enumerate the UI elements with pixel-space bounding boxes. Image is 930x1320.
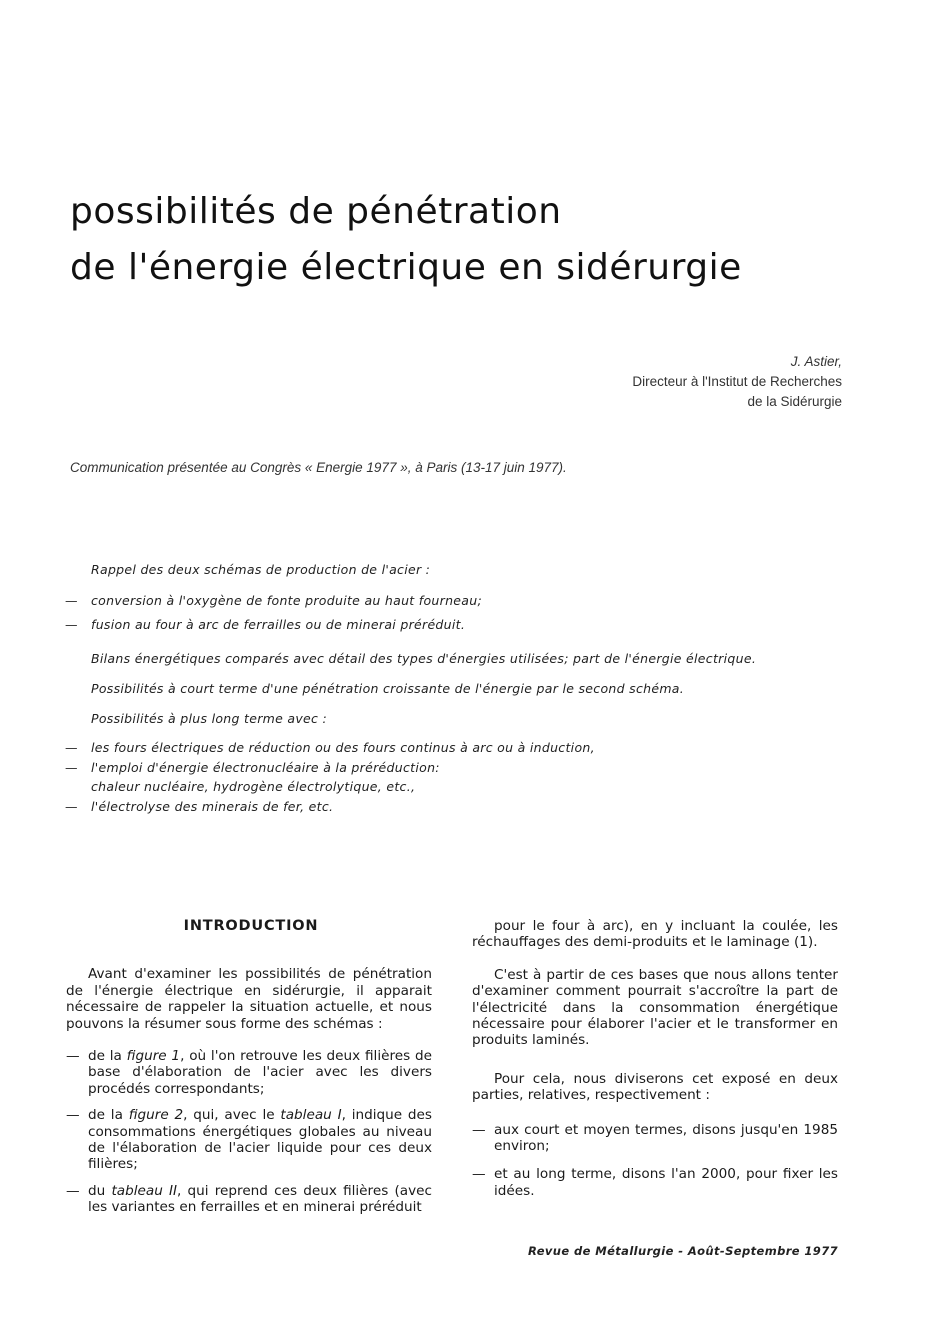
list-item — [66, 1183, 432, 1216]
author-affiliation-1: Directeur à l'Institut de Recherches — [632, 374, 842, 389]
table-reference: tableau I — [280, 1107, 342, 1124]
title-line-2: de l'énergie électrique en sidérurgie — [70, 247, 742, 288]
paragraph: Pour cela, nous diviserons cet exposé en deux parties, relatives, respectivement : — [472, 1070, 838, 1104]
abstract-item: — l'emploi d'énergie électronucléaire à la préréduction: — [91, 760, 440, 775]
abstract-item: — l'électrolyse des minerais de fer, etc. — [91, 799, 333, 814]
list-item-text: et au long terme, disons l'an 2000, pour fixer les idées. — [494, 1166, 838, 1199]
dash-mark: — — [66, 1107, 80, 1124]
paragraph: C'est à partir de ces bases que nous allons tenter d'examiner comment pourrait s'accroître la part de l'électricité dans la consommation énergétique nécessaire pour élaborer l'acier et le transformer en produits laminés. — [472, 966, 838, 1049]
author-name: J. Astier, — [790, 354, 842, 369]
dash-mark: — — [66, 1182, 80, 1199]
right-column — [472, 918, 838, 1199]
list-item-text: aux court et moyen termes, disons jusqu'en 1985 environ; — [494, 1121, 838, 1155]
list-item-text: , où l'on retrouve les deux filières de base d'élaboration de l'acier avec les divers procédés correspondants; — [88, 1048, 432, 1097]
figure-reference: figure 1 — [126, 1048, 181, 1065]
continuation-paragraph: pour le four à arc), en y incluant la coulée, les réchauffages des demi-produits et le laminage (1). — [472, 918, 838, 951]
abstract-court-terme: Possibilités à court terme d'une pénétration croissante de l'énergie par le second schéma. — [91, 681, 685, 696]
abstract-item: — fusion au four à arc de ferrailles ou de minerai préréduit. — [91, 617, 465, 632]
section-heading: INTRODUCTION — [183, 918, 319, 934]
abstract-bilans: Bilans énergétiques comparés avec détail des types d'énergies utilisées; part de l'énergie électrique. — [91, 651, 757, 666]
list-item-text: de la — [88, 1048, 127, 1065]
list-item-text: de la — [88, 1107, 129, 1124]
list-item — [472, 1166, 838, 1199]
journal-footer: Revue de Métallurgie - Août-Septembre 1977 — [528, 1244, 838, 1258]
intro-paragraph: Avant d'examiner les possibilités de pénétration de l'énergie électrique en sidérurgie, il apparait nécessaire de rappeler la situation actuelle, et nous pouvons la résumer sous forme des schémas : — [66, 966, 432, 1032]
figure-reference: figure 2 — [128, 1107, 184, 1124]
abstract-intro: Rappel des deux schémas de production de l'acier : — [91, 562, 431, 577]
communication-note: Communication présentée au Congrès « Energie 1977 », à Paris (13-17 juin 1977). — [70, 460, 567, 475]
list-item — [66, 1048, 432, 1097]
table-reference: tableau II — [111, 1182, 178, 1199]
dash-mark: — — [66, 1048, 80, 1065]
left-column — [66, 918, 432, 1216]
list-item-text: du — [88, 1182, 112, 1199]
author-affiliation-2: de la Sidérurgie — [747, 394, 842, 409]
author-block — [632, 352, 842, 412]
article-title — [70, 184, 742, 296]
dash-mark: — — [472, 1121, 486, 1138]
list-item-text: , indique des consommations énergétiques globales au niveau de l'élaboration de l'acier liquide pour ces deux filières; — [88, 1107, 432, 1173]
dash-mark: — — [472, 1166, 486, 1183]
abstract-long-terme: Possibilités à plus long terme avec : — [91, 711, 327, 726]
list-item-text: , qui reprend ces deux filières (avec les variantes en ferrailles et en minerai préréduit — [88, 1182, 432, 1216]
abstract-item: — les fours électriques de réduction ou des fours continus à arc ou à induction, — [91, 740, 595, 755]
list-item — [472, 1122, 838, 1155]
title-line-1: possibilités de pénétration — [70, 191, 562, 232]
list-item — [66, 1107, 432, 1173]
list-item-text: , qui, avec le — [183, 1107, 281, 1124]
abstract-item-continuation: chaleur nucléaire, hydrogène électrolytique, etc., — [91, 779, 416, 794]
abstract-item: — conversion à l'oxygène de fonte produite au haut fourneau; — [91, 593, 482, 608]
